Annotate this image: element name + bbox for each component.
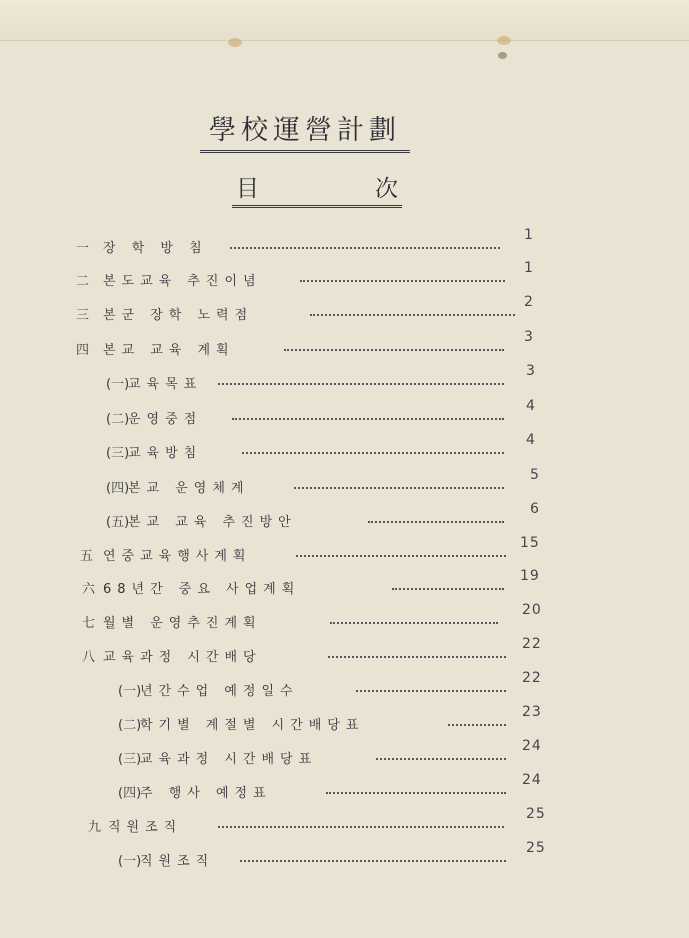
toc-number: 一 <box>76 241 90 256</box>
document-title: 學校運營計劃 <box>200 108 410 153</box>
toc-page-number: 24 <box>522 738 542 754</box>
toc-label: 년간수업 예정일수 <box>140 684 299 699</box>
toc-page-number: 20 <box>522 602 542 618</box>
toc-entry <box>0 227 689 263</box>
toc-page-number: 4 <box>526 432 536 448</box>
toc-number: (三) <box>118 752 142 767</box>
toc-page-number: 1 <box>524 227 534 243</box>
toc-label: 교육과정 시간배당표 <box>140 752 318 767</box>
leader-dots <box>300 280 505 282</box>
toc-number: (四) <box>106 481 130 496</box>
toc-entry <box>0 670 689 706</box>
toc-entry <box>0 329 689 365</box>
leader-dots <box>328 656 506 658</box>
toc-number: 九 <box>88 820 102 835</box>
toc-page-number: 1 <box>524 260 534 276</box>
toc-number: (一) <box>118 854 142 869</box>
leader-dots <box>240 860 506 862</box>
toc-page-number: 3 <box>524 329 534 345</box>
toc-entry <box>0 535 689 571</box>
toc-entry <box>0 260 689 296</box>
toc-heading-right: 次 <box>375 176 398 202</box>
toc-number: (四) <box>118 786 142 801</box>
leader-dots <box>218 826 504 828</box>
toc-number: (一) <box>118 684 142 699</box>
toc-entry <box>0 806 689 842</box>
toc-label: 주 행사 예정표 <box>140 786 272 801</box>
toc-page-number: 5 <box>530 467 540 483</box>
toc-number: 三 <box>76 308 90 323</box>
toc-label: 교육방침 <box>128 446 203 461</box>
toc-label: 본교 교육 계획 <box>103 343 235 358</box>
leader-dots <box>230 247 500 249</box>
toc-page-number: 4 <box>526 398 536 414</box>
toc-page-number: 15 <box>520 535 540 551</box>
toc-number: 六 <box>82 582 96 597</box>
leader-dots <box>356 690 506 692</box>
toc-number: 七 <box>82 616 96 631</box>
toc-page-number: 3 <box>526 363 536 379</box>
leader-dots <box>294 487 504 489</box>
toc-label: 장 학 방 침 <box>103 241 208 256</box>
toc-label: 본도교육 추진이념 <box>103 274 262 289</box>
toc-entry <box>0 738 689 774</box>
toc-page-number: 2 <box>524 294 534 310</box>
toc-label: 학기별 계절별 시간배당표 <box>140 718 365 733</box>
toc-entry <box>0 432 689 468</box>
toc-entry <box>0 602 689 638</box>
toc-label: 운영중점 <box>128 412 203 427</box>
toc-page-number: 6 <box>530 501 540 517</box>
toc-number: (二) <box>106 412 130 427</box>
toc-entry <box>0 363 689 399</box>
leader-dots <box>392 588 504 590</box>
toc-entry <box>0 398 689 434</box>
toc-heading-left: 目 <box>236 176 259 202</box>
toc-number: (三) <box>106 446 130 461</box>
toc-entry <box>0 294 689 330</box>
staple-mark <box>498 52 507 59</box>
toc-page-number: 25 <box>526 806 546 822</box>
toc-label: 직원조직 <box>108 820 183 835</box>
toc-number: 四 <box>76 343 90 358</box>
leader-dots <box>310 314 515 316</box>
leader-dots <box>448 724 506 726</box>
toc-number: (二) <box>118 718 142 733</box>
toc-label: 68년간 중요 사업계획 <box>103 582 301 597</box>
leader-dots <box>326 792 506 794</box>
toc-label: 연중교육행사계획 <box>103 549 252 564</box>
leader-dots <box>376 758 506 760</box>
toc-label: 본교 운영체계 <box>128 481 250 496</box>
toc-entry <box>0 840 689 876</box>
staple-mark <box>228 38 242 47</box>
toc-page-number: 22 <box>522 670 542 686</box>
toc-page-number: 19 <box>520 568 540 584</box>
toc-number: 二 <box>76 274 90 289</box>
leader-dots <box>284 349 504 351</box>
staple-mark <box>497 36 511 45</box>
toc-entry <box>0 636 689 672</box>
toc-label: 본교 교육 추진방안 <box>128 515 297 530</box>
toc-number: (一) <box>106 377 130 392</box>
toc-page-number: 24 <box>522 772 542 788</box>
toc-entry <box>0 501 689 537</box>
toc-entry <box>0 772 689 808</box>
leader-dots <box>242 452 504 454</box>
page-top-edge <box>0 0 689 41</box>
toc-number: 五 <box>80 549 94 564</box>
toc-page-number: 23 <box>522 704 542 720</box>
leader-dots <box>296 555 506 557</box>
toc-page-number: 22 <box>522 636 542 652</box>
toc-entry <box>0 704 689 740</box>
toc-page-number: 25 <box>526 840 546 856</box>
leader-dots <box>232 418 504 420</box>
toc-entry <box>0 467 689 503</box>
toc-entry <box>0 568 689 604</box>
leader-dots <box>368 521 504 523</box>
toc-label: 교육목표 <box>128 377 203 392</box>
toc-label: 월별 운영추진계획 <box>103 616 262 631</box>
toc-number: 八 <box>82 650 96 665</box>
leader-dots <box>218 383 504 385</box>
toc-heading <box>232 170 402 208</box>
toc-label: 본군 장학 노력점 <box>103 308 254 323</box>
leader-dots <box>330 622 498 624</box>
toc-number: (五) <box>106 515 130 530</box>
toc-label: 직원조직 <box>140 854 215 869</box>
toc-label: 교육과정 시간배당 <box>103 650 262 665</box>
